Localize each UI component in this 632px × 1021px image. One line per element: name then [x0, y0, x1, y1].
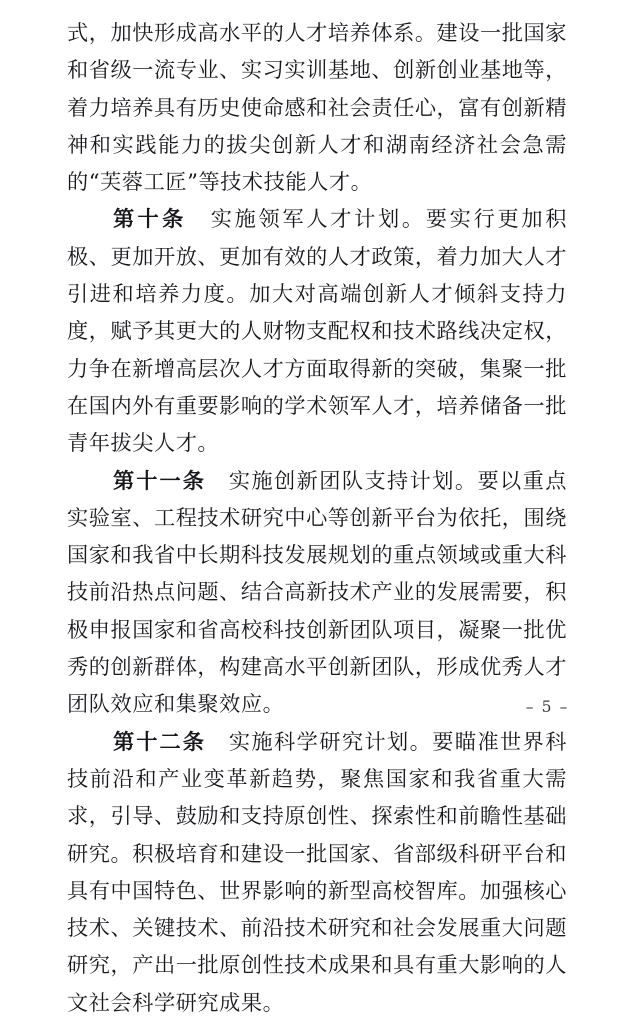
paragraph-article-10 [67, 200, 567, 461]
paragraph-text: 实施创新团队支持计划。要以重点实验室、工程技术研究中心等创新平台为依托，围绕国家和我省中长期科技发展规划的重点领域或重大科技前沿热点问题、结合高新技术产业的发展需要，积极申报国家和省高校科技创新团队项目，凝聚一批优秀的创新群体，构建高水平创新团队，形成优秀人才团队效应和集聚效应。 [67, 467, 567, 717]
article-number-label: 第十条 [113, 206, 187, 232]
paragraph-text: 式，加快形成高水平的人才培养体系。建设一批国家和省级一流专业、实习实训基地、创新创业基地等，着力培养具有历史使命感和社会责任心，富有创新精神和实践能力的拔尖创新人才和湖南经济社会急需的“芙蓉工匠”等技术技能人才。 [67, 20, 567, 195]
paragraph-article-12 [67, 723, 567, 1021]
paragraph-text: 实施科学研究计划。要瞄准世界科技前沿和产业变革新趋势，聚焦国家和我省重大需求，引导、鼓励和支持原创性、探索性和前瞻性基础研究。积极培育和建设一批国家、省部级科研平台和具有中国特色、世界影响的新型高校智库。加强核心技术、关键技术、前沿技术研究和社会发展重大问题研究，产出一批原创性技术成果和具有重大影响的人文社会科学研究成果。 [67, 728, 567, 1015]
document-body [67, 14, 567, 1021]
article-number-label: 第十二条 [113, 728, 206, 754]
article-number-label: 第十一条 [113, 467, 206, 493]
paragraph-continuation [67, 14, 567, 200]
page-number: – 5 – [525, 698, 569, 716]
paragraph-text: 实施领军人才计划。要实行更加积极、更加开放、更加有效的人才政策，着力加大人才引进和培养力度。加大对高端创新人才倾斜支持力度，赋予其更大的人财物支配权和技术路线决定权，力争在新增高层次人才方面取得新的突破，集聚一批在国内外有重要影响的学术领军人才，培养储备一批青年拔尖人才。 [67, 206, 567, 456]
paragraph-article-11 [67, 462, 567, 723]
